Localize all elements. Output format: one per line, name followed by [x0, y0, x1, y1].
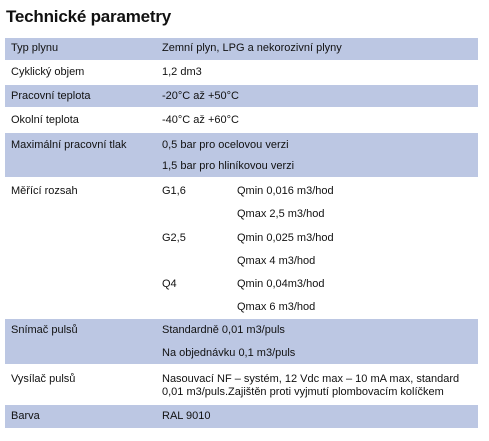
- spec-label: Vysílač pulsů: [11, 373, 76, 385]
- qmin-value: Qmin 0,025 m3/hod: [237, 232, 334, 244]
- spec-value: 1,5 bar pro hliníkovou verzi: [162, 160, 295, 172]
- spec-value: 1,2 dm3: [162, 66, 202, 78]
- spec-row-color: [5, 405, 478, 429]
- spec-label: Snímač pulsů: [11, 324, 78, 336]
- spec-label: Maximální pracovní tlak: [11, 139, 127, 151]
- spec-label: Typ plynu: [11, 42, 59, 54]
- meter-model: G2,5: [162, 232, 186, 244]
- spec-value: Zemní plyn, LPG a nekorozivní plyny: [162, 42, 342, 54]
- page-title: Technické parametry: [6, 7, 172, 26]
- spec-value: RAL 9010: [162, 410, 211, 422]
- spec-row-measuring-range: [5, 179, 478, 318]
- meter-model: G1,6: [162, 185, 186, 197]
- spec-label: Barva: [11, 410, 40, 422]
- spec-value: Standardně 0,01 m3/puls: [162, 324, 285, 336]
- spec-row-cyclic-volume: [5, 61, 478, 84]
- qmax-value: Qmax 4 m3/hod: [237, 255, 316, 267]
- spec-label: Měřící rozsah: [11, 185, 78, 197]
- spec-row-working-temperature: [5, 85, 478, 108]
- qmax-value: Qmax 6 m3/hod: [237, 301, 316, 313]
- spec-label: Cyklický objem: [11, 66, 85, 78]
- qmin-value: Qmin 0,04m3/hod: [237, 278, 325, 290]
- spec-value: Nasouvací NF – systém, 12 Vdc max – 10 mA max, standard 0,01 m3/puls.Zajištěn proti vyjmutí plombovacím kolíčkem: [162, 373, 460, 398]
- spec-value: 0,5 bar pro ocelovou verzi: [162, 139, 289, 151]
- spec-label: Pracovní teplota: [11, 90, 91, 102]
- spec-row-gas-type: [5, 38, 478, 61]
- spec-value: Na objednávku 0,1 m3/puls: [162, 347, 296, 359]
- spec-row-pulse-transmitter: [5, 366, 478, 405]
- qmin-value: Qmin 0,016 m3/hod: [237, 185, 334, 197]
- spec-row-max-pressure: [5, 133, 478, 178]
- spec-row-pulse-sensor: [5, 319, 478, 365]
- spec-value: -40°C až +60°C: [162, 114, 239, 126]
- spec-row-ambient-temperature: [5, 108, 478, 132]
- meter-model: Q4: [162, 278, 177, 290]
- spec-value: -20°C až +50°C: [162, 90, 239, 102]
- qmax-value: Qmax 2,5 m3/hod: [237, 208, 325, 220]
- spec-label: Okolní teplota: [11, 114, 79, 126]
